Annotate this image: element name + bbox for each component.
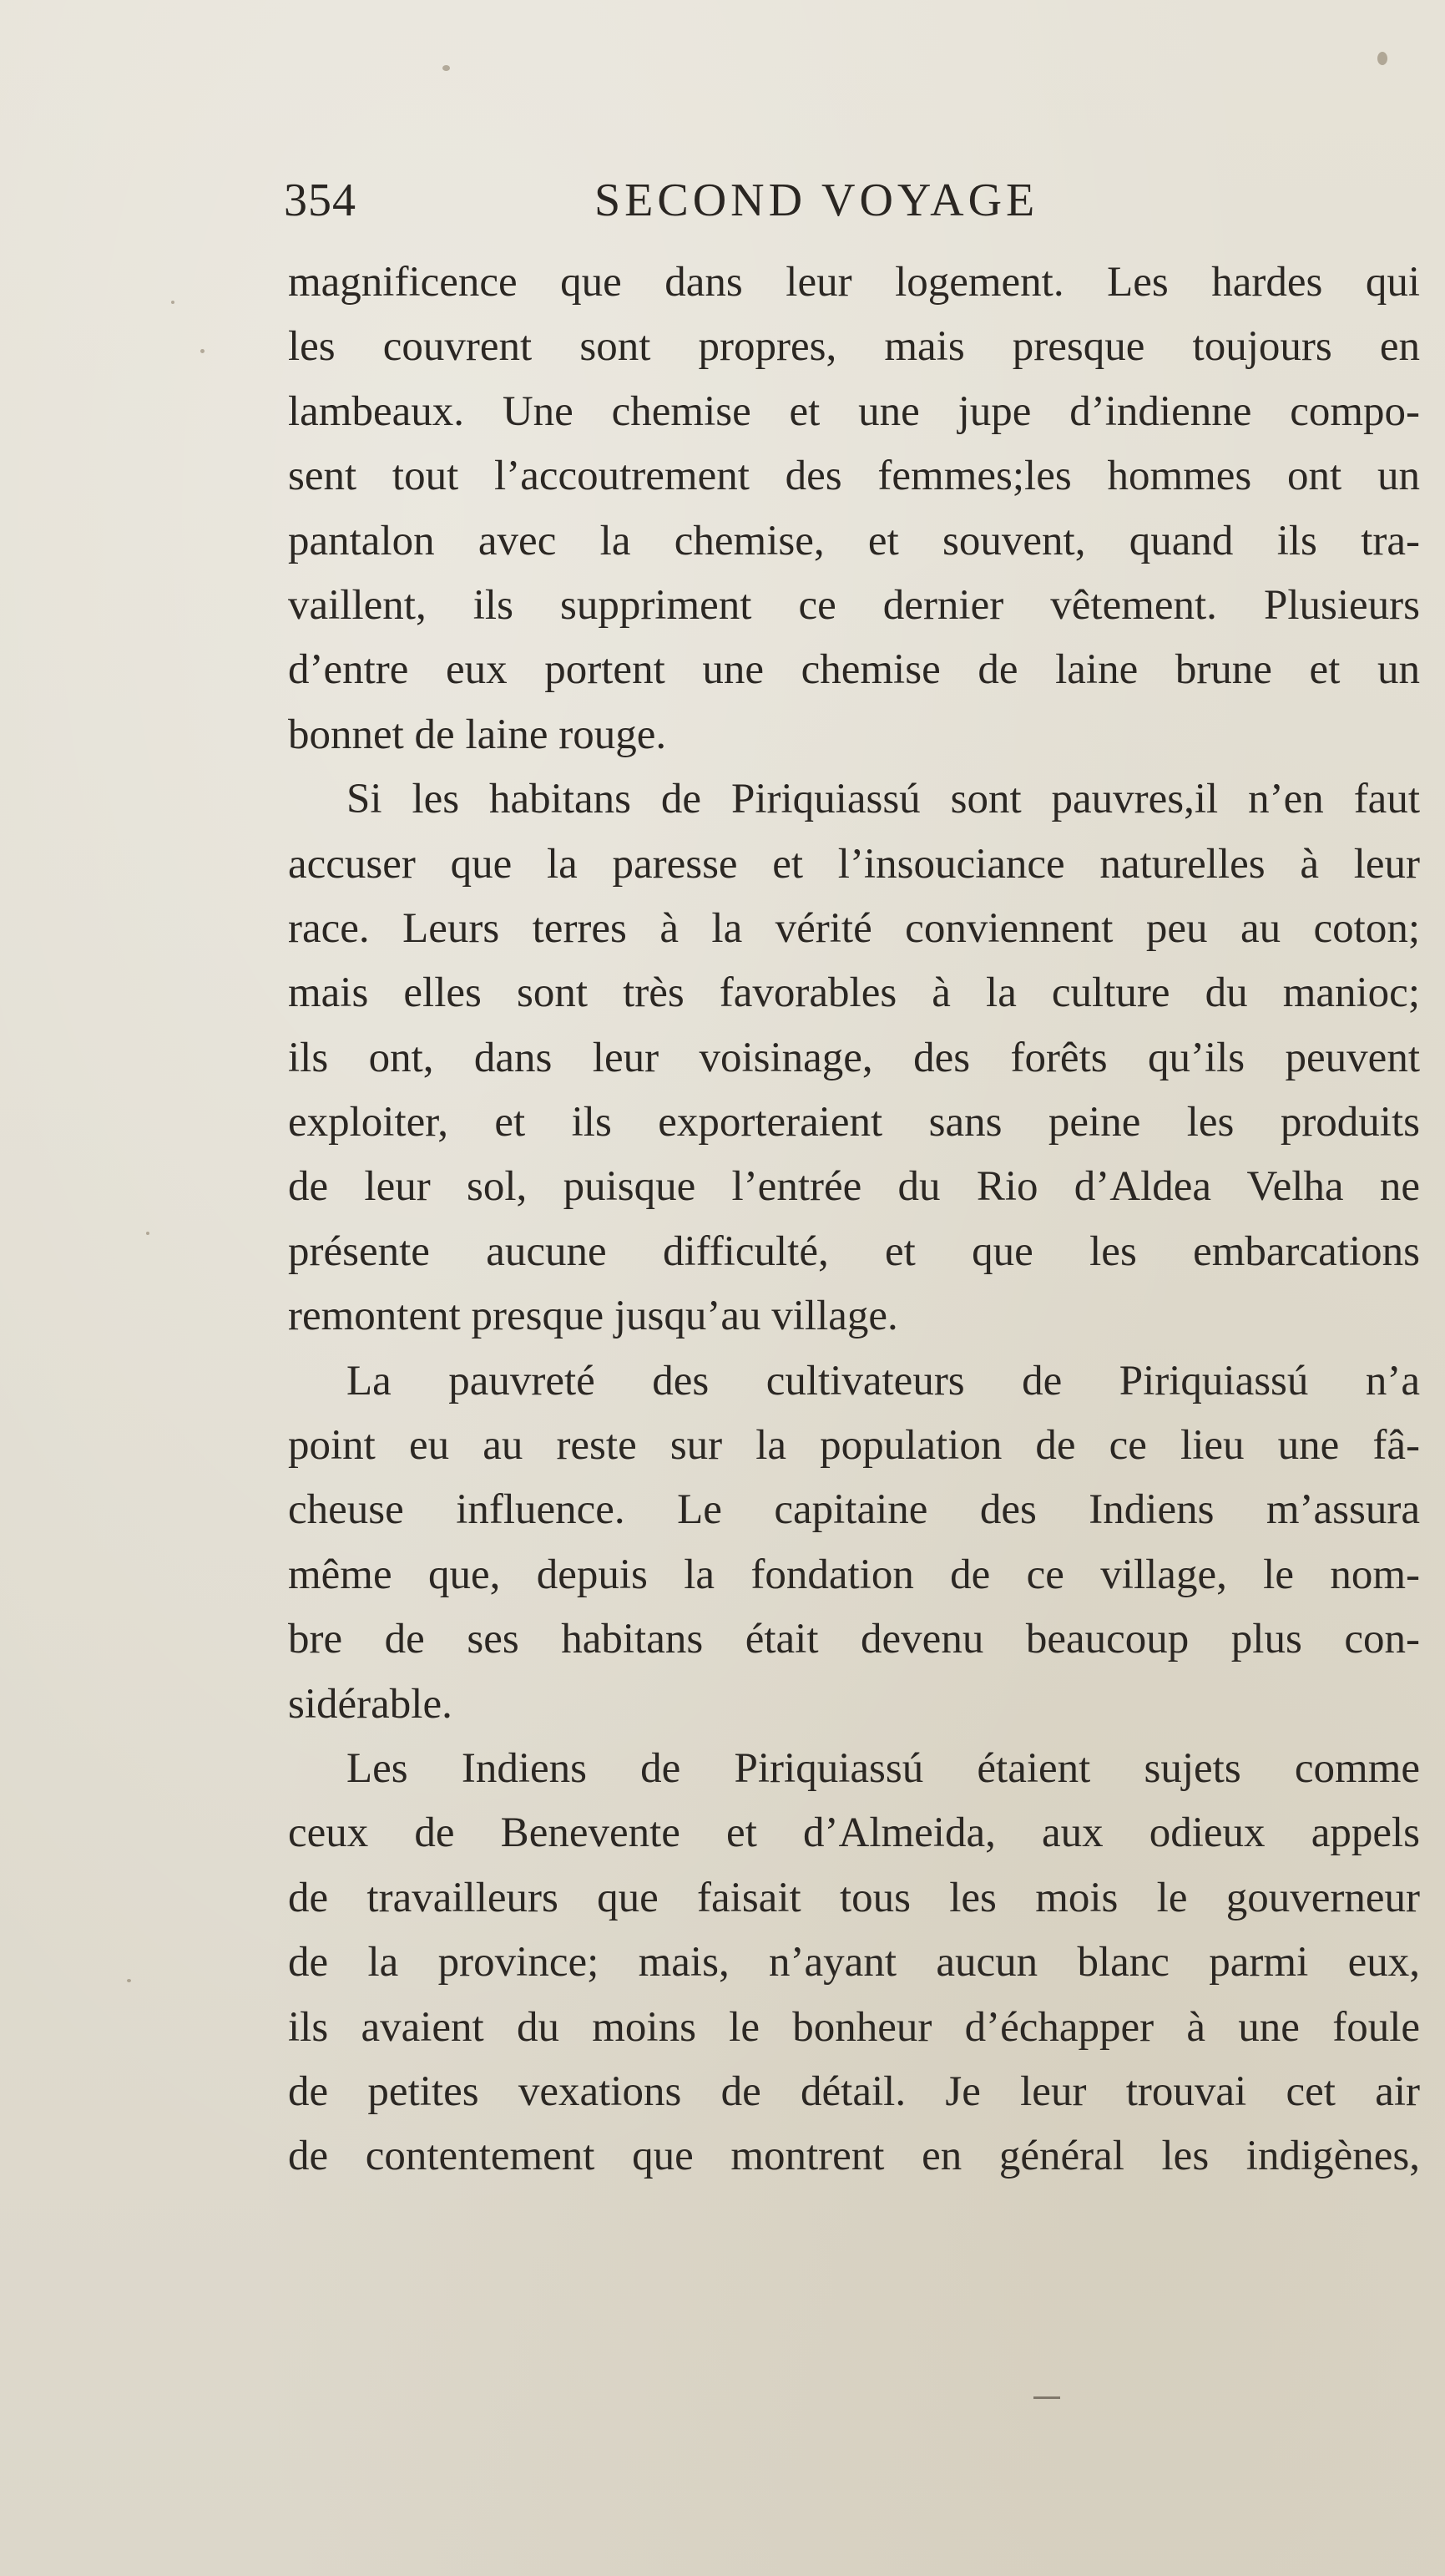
text-line: exploiter, et ils exporteraient sans peine les produits <box>288 1099 1420 1146</box>
text-line: pantalon avec la chemise, et souvent, quand ils tra- <box>288 517 1420 564</box>
text-line: sidérable. <box>288 1680 452 1728</box>
body-text <box>288 251 1420 2189</box>
paper-speck <box>127 1979 131 1982</box>
text-line: race. Leurs terres à la vérité conviennent peu au coton; <box>288 904 1420 952</box>
text-line: remontent presque jusqu’au village. <box>288 1293 898 1340</box>
page-number: 354 <box>284 175 356 226</box>
text-line: sent tout l’accoutrement des femmes;les hommes ont un <box>288 453 1420 500</box>
paper-speck <box>200 349 205 353</box>
text-line: magnificence que dans leur logement. Les hardes qui <box>288 259 1420 306</box>
text-line: Si les habitans de Piriquiassú sont pauvres,il n’en faut <box>346 776 1420 823</box>
running-title: SECOND VOYAGE <box>594 175 1039 226</box>
footer-dash <box>1033 2396 1060 2399</box>
text-line: de petites vexations de détail. Je leur trouvai cet air <box>288 2067 1420 2115</box>
text-line: de leur sol, puisque l’entrée du Rio d’Aldea Velha ne <box>288 1163 1420 1211</box>
text-line: ceux de Benevente et d’Almeida, aux odieux appels <box>288 1809 1420 1857</box>
text-line: Les Indiens de Piriquiassú étaient sujets comme <box>346 1744 1420 1792</box>
text-line: vaillent, ils suppriment ce dernier vêtement. Plusieurs <box>288 581 1420 629</box>
text-line: les couvrent sont propres, mais presque toujours en <box>288 323 1420 371</box>
text-line: de travailleurs que faisait tous les mois le gouverneur <box>288 1874 1420 1921</box>
text-line: La pauvreté des cultivateurs de Piriquiassú n’a <box>346 1357 1420 1404</box>
text-line: présente aucune difficulté, et que les embarcations <box>288 1227 1420 1275</box>
text-line: ils ont, dans leur voisinage, des forêts qu’ils peuvent <box>288 1034 1420 1081</box>
paper-speck <box>1377 52 1387 65</box>
page-header <box>284 174 1102 249</box>
text-line: lambeaux. Une chemise et une jupe d’indienne compo- <box>288 387 1420 435</box>
text-line: même que, depuis la fondation de ce village, le nom- <box>288 1551 1420 1598</box>
text-line: bre de ses habitans était devenu beaucoup plus con- <box>288 1616 1420 1663</box>
text-line: mais elles sont très favorables à la culture du manioc; <box>288 969 1420 1017</box>
text-line: point eu au reste sur la population de ce lieu une fâ- <box>288 1422 1420 1470</box>
text-line: de la province; mais, n’ayant aucun blanc parmi eux, <box>288 1939 1420 1986</box>
text-line: d’entre eux portent une chemise de laine brune et un <box>288 646 1420 694</box>
text-line: de contentement que montrent en général les indigènes, <box>288 2133 1420 2180</box>
text-line: bonnet de laine rouge. <box>288 711 667 758</box>
text-line: cheuse influence. Le capitaine des Indiens m’assura <box>288 1486 1420 1534</box>
text-line: ils avaient du moins le bonheur d’échapper à une foule <box>288 2003 1420 2051</box>
paper-speck <box>442 65 450 71</box>
paper-speck <box>146 1232 149 1235</box>
paper-speck <box>171 301 174 304</box>
text-line: accuser que la paresse et l’insouciance naturelles à leur <box>288 840 1420 888</box>
